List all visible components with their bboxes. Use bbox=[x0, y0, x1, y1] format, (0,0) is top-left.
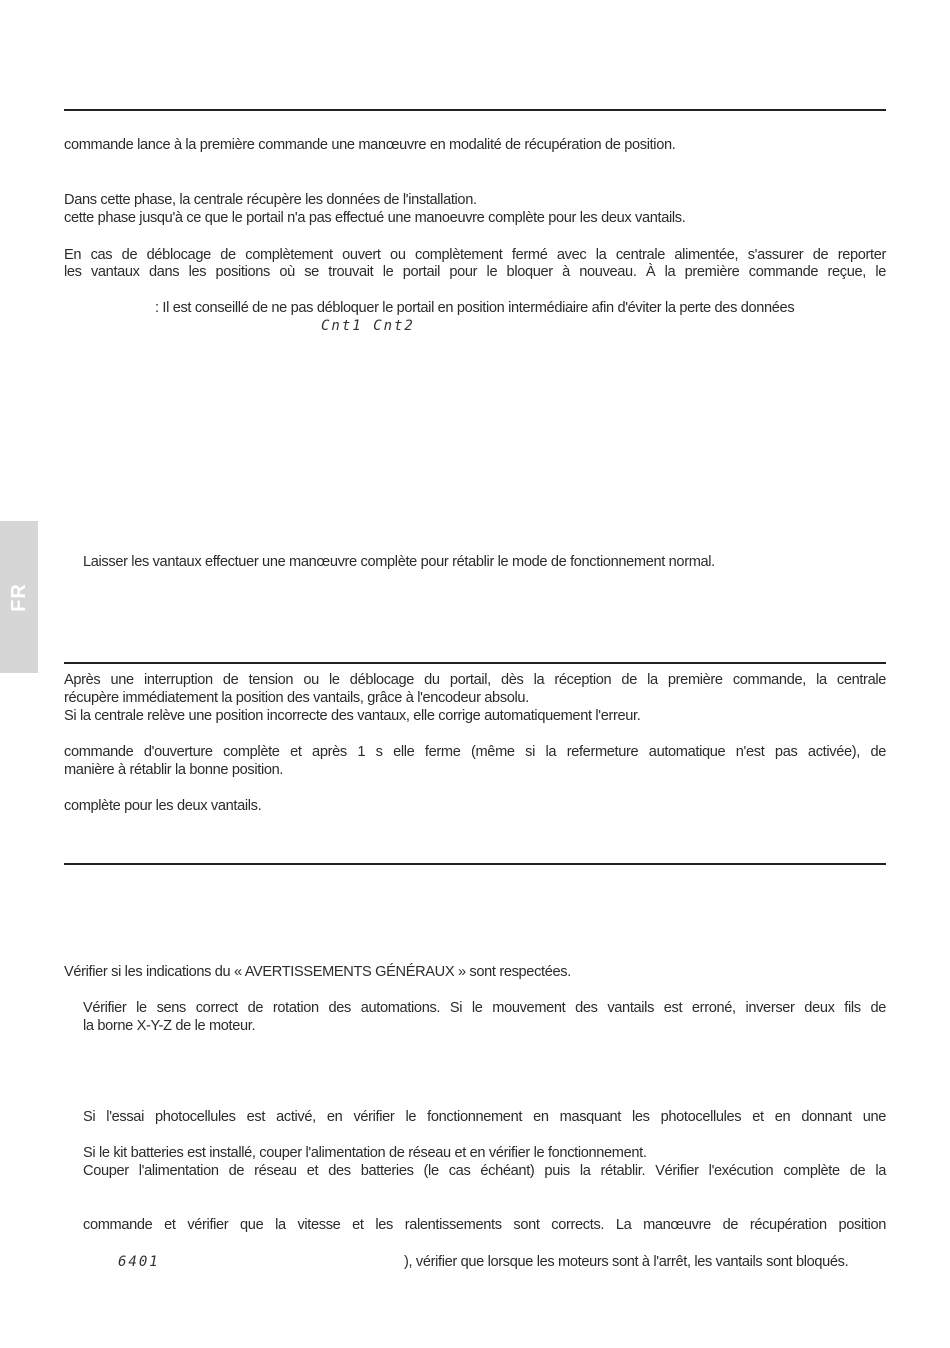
paragraph-speed-check: commande et vérifier que la vitesse et les ralentissements sont corrects. La manœuvre de récupération position bbox=[83, 1217, 886, 1233]
paragraph-motor-stop-check: ), vérifier que lorsque les moteurs sont à l'arrêt, les vantails sont bloqués. bbox=[404, 1254, 849, 1270]
language-label: FR bbox=[7, 582, 30, 612]
paragraph-rotation-line1: Vérifier le sens correct de rotation des automations. Si le mouvement des vantails est erroné, inverser deux fils de bbox=[83, 1000, 886, 1016]
paragraph-encoder-line1: Après une interruption de tension ou le déblocage du portail, dès la réception de la première commande, la centrale bbox=[64, 672, 886, 688]
paragraph-photocell-test: Si l'essai photocellules est activé, en vérifier le fonctionnement en masquant les photocellules et en donnant une bbox=[83, 1109, 886, 1125]
paragraph-encoder-line2: récupère immédiatement la position des vantails, grâce à l'encodeur absolu. bbox=[64, 690, 529, 706]
paragraph-complete-both-leaves: complète pour les deux vantails. bbox=[64, 798, 262, 814]
paragraph-opening-command-line1: commande d'ouverture complète et après 1 s elle ferme (même si la refermeture automatique n'est pas activée), de bbox=[64, 744, 886, 760]
paragraph-encoder-line3: Si la centrale relève une position incorrecte des vantaux, elle corrige automatiquement l'erreur. bbox=[64, 708, 641, 724]
paragraph-recovery-phase-line2: cette phase jusqu'à ce que le portail n'a pas effectué une manoeuvre complète pour les deux vantails. bbox=[64, 210, 686, 226]
language-side-tab-label-wrap bbox=[0, 521, 38, 673]
note-unlock-advice: : Il est conseillé de ne pas débloquer le portail en position intermédiaire afin d'éviter la perte des données bbox=[155, 300, 795, 316]
paragraph-opening-command-line2: manière à rétablir la bonne position. bbox=[64, 762, 284, 778]
display-codes-cnt: Cnt1 Cnt2 bbox=[321, 318, 415, 334]
paragraph-unlock-line1: En cas de déblocage de complètement ouvert ou complètement fermé avec la centrale alimentée, s'assurer de reporter bbox=[64, 247, 886, 263]
paragraph-battery-kit: Si le kit batteries est installé, couper l'alimentation de réseau et en vérifier le fonctionnement. bbox=[83, 1145, 647, 1161]
paragraph-unlock-line2: les vantaux dans les positions où se trouvait le portail pour le bloquer à nouveau. À la première commande reçue, le bbox=[64, 264, 886, 280]
paragraph-recovery-intro: commande lance à la première commande une manœuvre en modalité de récupération de position. bbox=[64, 137, 676, 153]
paragraph-rotation-line2: la borne X-Y-Z de le moteur. bbox=[83, 1018, 256, 1034]
paragraph-power-cycle: Couper l'alimentation de réseau et des batteries (le cas échéant) puis la rétablir. Vérifier l'exécution complète de la bbox=[83, 1163, 886, 1179]
section-divider-middle bbox=[64, 662, 886, 664]
paragraph-complete-manoeuvre: Laisser les vantaux effectuer une manœuvre complète pour rétablir le mode de fonctionnement normal. bbox=[83, 554, 715, 570]
section-divider-bottom bbox=[64, 863, 886, 865]
display-code-6401: 6401 bbox=[118, 1254, 160, 1270]
paragraph-recovery-phase-line1: Dans cette phase, la centrale récupère les données de l'installation. bbox=[64, 192, 477, 208]
section-divider-top bbox=[64, 109, 886, 111]
paragraph-check-warnings: Vérifier si les indications du « AVERTISSEMENTS GÉNÉRAUX » sont respectées. bbox=[64, 964, 571, 980]
